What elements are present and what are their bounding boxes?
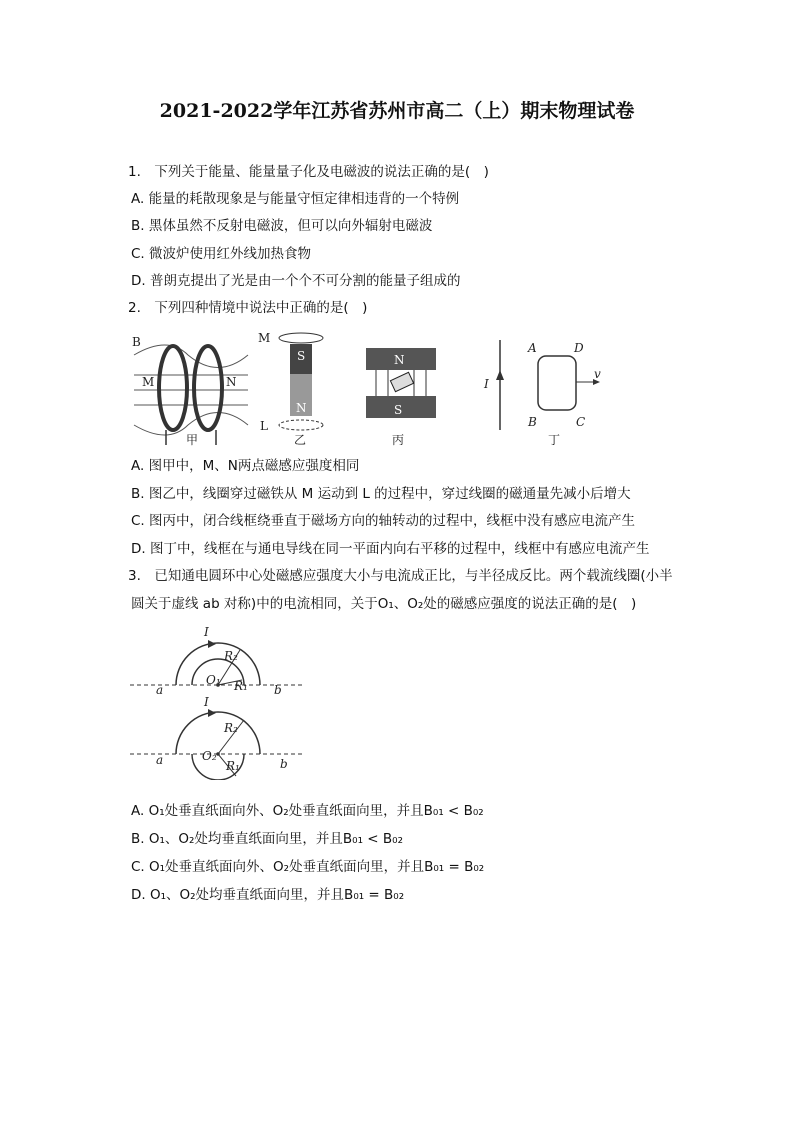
figure-jia-coils bbox=[132, 335, 248, 447]
label-S: S bbox=[297, 349, 306, 363]
figure-upper-coils bbox=[130, 625, 303, 697]
label-yi: 乙 bbox=[294, 433, 307, 447]
label-b-upper: b bbox=[274, 683, 282, 697]
label-b-lower: b bbox=[280, 757, 288, 771]
q3-stem-line2: 圆关于虚线 ab 对称)中的电流相同，关于O₁、O₂处的磁感应强度的说法正确的是( ) bbox=[131, 596, 637, 612]
label-B-ding: B bbox=[528, 415, 537, 429]
page-title: 2021-2022学年江苏省苏州市高二（上）期末物理试卷 bbox=[159, 100, 635, 122]
label-a-lower: a bbox=[156, 753, 164, 767]
label-R2-lower: R₂ bbox=[224, 721, 238, 735]
q2-stem: 2. 下列四种情境中说法中正确的是( ) bbox=[128, 300, 368, 316]
q2-option-a: A. 图甲中，M、N两点磁感应强度相同 bbox=[131, 458, 360, 474]
q1-stem: 1. 下列关于能量、能量量子化及电磁波的说法正确的是( ) bbox=[128, 164, 489, 180]
label-O2: O₂ bbox=[202, 749, 217, 763]
label-S-bing: S bbox=[394, 403, 403, 417]
label-M: M bbox=[142, 375, 155, 389]
label-L: L bbox=[260, 419, 268, 433]
label-ding: 丁 bbox=[548, 433, 561, 447]
q2-option-d: D. 图丁中，线框在与通电导线在同一平面内向右平移的过程中，线框中有感应电流产生 bbox=[131, 541, 650, 557]
label-N-bing: N bbox=[394, 353, 405, 367]
label-C: C bbox=[576, 415, 586, 429]
label-v: v bbox=[594, 367, 601, 381]
label-R2-upper: R₂ bbox=[224, 649, 238, 663]
label-bing: 丙 bbox=[392, 433, 405, 447]
label-R1-upper: R₁ bbox=[234, 679, 248, 693]
figure-lower-coils bbox=[130, 695, 303, 780]
figure-yi-magnet bbox=[258, 331, 323, 447]
q3-option-b: B. O₁、O₂处均垂直纸面向里，并且B₀₁ < B₀₂ bbox=[131, 831, 403, 847]
q3-figures bbox=[128, 620, 308, 780]
q3-stem-line1: 3. 已知通电圆环中心处磁感应强度大小与电流成正比，与半径成反比。两个载流线圈(小半 bbox=[128, 568, 673, 584]
figure-ding-wire bbox=[483, 340, 601, 447]
figure-bing-field bbox=[366, 348, 436, 447]
q2-option-b: B. 图乙中，线圈穿过磁铁从 M 运动到 L 的过程中，穿过线圈的磁通量先减小后增大 bbox=[131, 486, 631, 502]
q3-option-d: D. O₁、O₂处均垂直纸面向里，并且B₀₁ = B₀₂ bbox=[131, 887, 405, 903]
label-N: N bbox=[226, 375, 237, 389]
q3-option-c: C. O₁处垂直纸面向外、O₂处垂直纸面向里，并且B₀₁ = B₀₂ bbox=[131, 859, 485, 875]
label-R1-lower: R₁ bbox=[226, 759, 240, 773]
label-a-upper: a bbox=[156, 683, 164, 697]
label-B: B bbox=[132, 335, 141, 349]
label-I: I bbox=[484, 377, 489, 391]
q3-option-a: A. O₁处垂直纸面向外、O₂处垂直纸面向里，并且B₀₁ < B₀₂ bbox=[131, 803, 484, 819]
q1-option-d: D. 普朗克提出了光是由一个个不可分割的能量子组成的 bbox=[131, 273, 461, 289]
label-M-yi: M bbox=[258, 331, 271, 345]
label-A: A bbox=[528, 341, 537, 355]
label-D: D bbox=[574, 341, 584, 355]
q2-option-c: C. 图丙中，闭合线框绕垂直于磁场方向的轴转动的过程中，线框中没有感应电流产生 bbox=[131, 513, 636, 529]
q2-figures bbox=[128, 330, 608, 450]
label-O1: O₁ bbox=[206, 673, 221, 687]
label-I-lower: I bbox=[204, 695, 209, 709]
label-N-magnet: N bbox=[296, 401, 307, 415]
label-jia: 甲 bbox=[186, 433, 199, 447]
q1-option-b: B. 黑体虽然不反射电磁波，但可以向外辐射电磁波 bbox=[131, 218, 433, 234]
q1-option-c: C. 微波炉使用红外线加热食物 bbox=[131, 246, 312, 262]
q1-option-a: A. 能量的耗散现象是与能量守恒定律相违背的一个特例 bbox=[131, 191, 460, 207]
label-I-upper: I bbox=[204, 625, 209, 639]
